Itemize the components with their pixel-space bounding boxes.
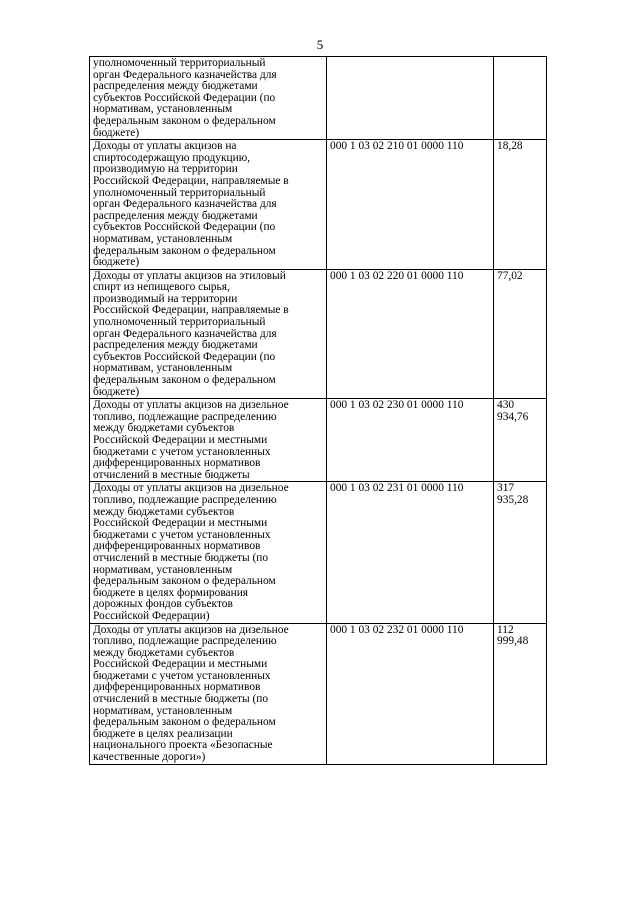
budget-classification-code: 000 1 03 02 220 01 0000 110 [327, 269, 494, 399]
revenue-amount: 77,02 [494, 269, 547, 399]
budget-classification-code [327, 57, 494, 140]
revenue-amount: 430 934,76 [494, 399, 547, 482]
budget-classification-code: 000 1 03 02 231 01 0000 110 [327, 482, 494, 623]
budget-classification-code: 000 1 03 02 210 01 0000 110 [327, 140, 494, 270]
revenue-amount: 112 999,48 [494, 623, 547, 764]
table-row [90, 482, 547, 623]
table-row [90, 623, 547, 764]
page-number: 5 [316, 37, 324, 52]
table-row [90, 269, 547, 399]
revenue-description: Доходы от уплаты акцизов на спиртосодержащую продукцию, производимую на территории Российской Федерации, направляемые в уполномоченный территориальный орган Федерального казначейства для распределения между бюджетами субъектов Российской Федерации (по нормативам, установленным федеральным законом о федеральном бюджете) [90, 140, 327, 270]
revenue-amount: 317 935,28 [494, 482, 547, 623]
table-row [90, 140, 547, 270]
table-row [90, 399, 547, 482]
revenue-description: Доходы от уплаты акцизов на дизельное топливо, подлежащие распределению между бюджетами субъектов Российской Федерации и местными бюджетами с учетом установленных дифференцированных нормативов отчислений в местные бюджеты [90, 399, 327, 482]
revenue-amount: 18,28 [494, 140, 547, 270]
table-row [90, 57, 547, 140]
revenue-description: Доходы от уплаты акцизов на этиловый спирт из непищевого сырья, производимый на территории Российской Федерации, направляемые в уполномоченный территориальный орган Федерального казначейства для распределения между бюджетами субъектов Российской Федерации (по нормативам, установленным федеральным законом о федеральном бюджете) [90, 269, 327, 399]
revenue-description: Доходы от уплаты акцизов на дизельное топливо, подлежащие распределению между бюджетами субъектов Российской Федерации и местными бюджетами с учетом установленных дифференцированных нормативов отчислений в местные бюджеты (по нормативам, установленным федеральным законом о федеральном бюджете в целях формирования дорожных фондов субъектов Российской Федерации) [90, 482, 327, 623]
revenue-amount [494, 57, 547, 140]
revenue-description: уполномоченный территориальный орган Федерального казначейства для распределения между бюджетами субъектов Российской Федерации (по нормативам, установленным федеральным законом о федеральном бюджете) [90, 57, 327, 140]
budget-classification-code: 000 1 03 02 230 01 0000 110 [327, 399, 494, 482]
revenue-description: Доходы от уплаты акцизов на дизельное топливо, подлежащие распределению между бюджетами субъектов Российской Федерации и местными бюджетами с учетом установленных дифференцированных нормативов отчислений в местные бюджеты (по нормативам, установленным федеральным законом о федеральном бюджете в целях реализации национального проекта «Безопасные качественные дороги») [90, 623, 327, 764]
revenue-table [89, 56, 547, 765]
budget-classification-code: 000 1 03 02 232 01 0000 110 [327, 623, 494, 764]
